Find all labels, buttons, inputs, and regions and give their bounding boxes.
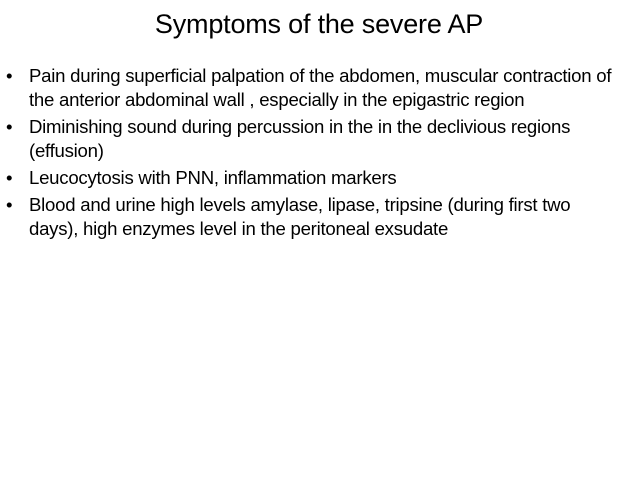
bullet-item [0,193,620,241]
bullet-item [0,64,620,112]
bullet-item [0,166,620,190]
bullet-text-percussion: Diminishing sound during percussion in the in the declivious regions (effusion) [29,116,571,161]
bullet-marker: • [6,167,13,188]
bullet-item [0,115,620,163]
bullet-text-leucocytosis: Leucocytosis with PNN, inflammation markers [29,167,397,188]
bullet-list [0,64,620,244]
bullet-marker: • [6,65,13,86]
bullet-marker: • [6,194,13,215]
bullet-text-pain: Pain during superficial palpation of the abdomen, muscular contraction of the anterior abdominal wall , especially in the epigastric region [29,65,612,110]
bullet-text-enzymes: Blood and urine high levels amylase, lipase, tripsine (during first two days), high enzymes level in the peritoneal exsudate [29,194,571,239]
bullet-marker: • [6,116,13,137]
slide-title: Symptoms of the severe AP [154,9,484,39]
